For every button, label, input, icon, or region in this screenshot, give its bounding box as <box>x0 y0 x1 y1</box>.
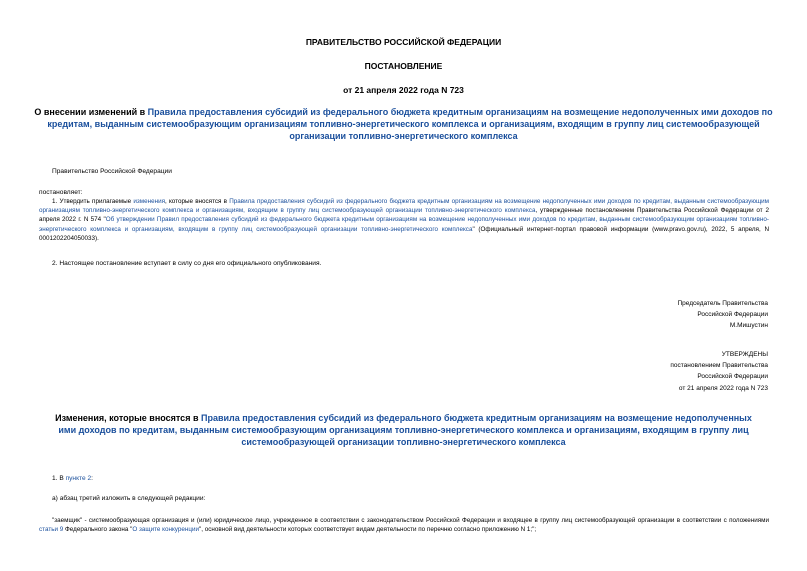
quoted-definition <box>39 516 769 534</box>
title-rules-link[interactable]: Правила предоставления субсидий из федерального бюджета кредитным организациям на возмещение недополученных ими доходов по кредитам, выданным системообразующим организациям топливно-энергетического комплекса и организациям, входящим в группу лиц системообразующей организации топливно-энергетического комплекса <box>47 107 773 141</box>
signature-country: Российской Федерации <box>697 311 768 319</box>
decides-line: постановляет: <box>39 189 83 196</box>
quote-mid: Федерального закона " <box>63 526 133 534</box>
changes-link[interactable]: изменения <box>133 198 165 205</box>
paragraph-2: 2. Настоящее постановление вступает в силу со дня его официального опубликования. <box>52 260 322 267</box>
item1-suffix: : <box>91 475 93 482</box>
government-line: Правительство Российской Федерации <box>52 168 172 175</box>
article-9-link[interactable]: статьи 9 <box>39 526 64 534</box>
changes-title-prefix: Изменения, которые вносятся в <box>55 413 201 423</box>
approved-label: УТВЕРЖДЕНЫ <box>721 351 768 358</box>
p1-end: " (Официальный интернет-портал правовой информации (www.pravo.gov.ru), 2022, 5 апреля, N 0001202204050033). <box>39 225 769 242</box>
title-prefix: О внесении изменений в <box>34 107 148 117</box>
changes-title-rules-link[interactable]: Правила предоставления субсидий из федерального бюджета кредитным организациям на возмещение недополученных ими доходов по кредитам, выданным системообразующим организациям топливно-энергетического комплекса и организациям, входящим в группу лиц системообразующей организации топливно-энергетического комплекса <box>58 413 752 447</box>
approved-block <box>670 349 768 394</box>
paragraph-1 <box>39 197 769 243</box>
document-title <box>24 106 783 142</box>
p1-mid: , которые вносятся в <box>165 198 230 205</box>
signature-block <box>677 298 768 332</box>
document-date-number: от 21 апреля 2022 года N 723 <box>343 85 464 95</box>
competition-law-link[interactable]: О защите конкуренции <box>132 526 200 534</box>
signature-name: М.Мишустин <box>729 322 768 330</box>
government-header: ПРАВИТЕЛЬСТВО РОССИЙСКОЙ ФЕДЕРАЦИИ <box>305 37 502 47</box>
approved-by: постановлением Правительства <box>670 362 768 370</box>
document-type: ПОСТАНОВЛЕНИЕ <box>364 61 443 71</box>
approved-country: Российской Федерации <box>697 373 768 381</box>
signature-position: Председатель Правительства <box>677 300 768 307</box>
item1-prefix: 1. В <box>52 475 66 482</box>
point-2-link[interactable]: пункте 2 <box>65 475 92 482</box>
change-item-1 <box>52 474 93 483</box>
changes-title <box>54 412 753 448</box>
p1-mid2: , утвержденные постановлением Правительства Российской Федерации от 2 апреля 2022 г. N 574 " <box>39 207 769 224</box>
rules-link[interactable]: Правила предоставления субсидий из федерального бюджета кредитным организациям на возмещение недополученных ими доходов по кредитам, выданным системообразующим организациям топливно-энергетического комплекса и организациям, входящим в группу лиц системообразующей организации топливно-энергетического комплекса <box>39 198 770 215</box>
change-item-a: а) абзац третий изложить в следующей редакции: <box>52 495 206 502</box>
quote-end: ", основной вид деятельности которых соответствует видам деятельности по перечню согласно приложению N 1;"; <box>199 526 537 534</box>
approved-date: от 21 апреля 2022 года N 723 <box>678 384 768 392</box>
resolution-574-link[interactable]: Об утверждении Правил предоставления субсидий из федерального бюджета кредитным организациям на возмещение недополученных ими доходов по кредитам, выданным системообразующим организациям топливно-энергетического комплекса и организациям, входящим в группу лиц системообразующей организации топливно-энергетического комплекса <box>39 216 769 233</box>
p1-start: 1. Утвердить прилагаемые <box>52 198 134 205</box>
quote-start: "заемщик" - системообразующая организация и (или) юридическое лицо, учрежденное в соответствии с законодательством Российской Федерации и входящее в группу лиц системообразующей организации в соответствии с положениями <box>52 517 769 524</box>
